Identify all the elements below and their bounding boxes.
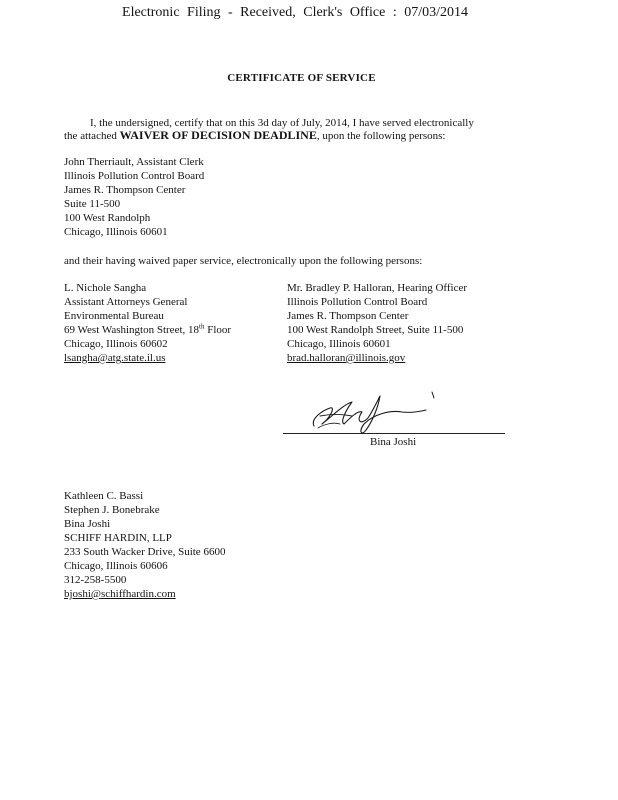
recipient-left-street <box>64 323 231 337</box>
counsel-block <box>64 489 225 601</box>
counsel-name-1: Kathleen C. Bassi <box>64 490 144 502</box>
counsel-name-2: Stephen J. Bonebrake <box>64 504 160 516</box>
recipient-left-street-main: 69 West Washington Street, 18 <box>64 324 200 336</box>
recipient-right-name: Mr. Bradley P. Halloran, Hearing Officer <box>287 282 468 294</box>
handwritten-signature <box>300 388 450 438</box>
counsel-address-1: 233 South Wacker Drive, Suite 6600 <box>64 546 226 558</box>
intro-text-after: , upon the following persons: <box>316 130 446 142</box>
filing-header: Electronic Filing - Received, Clerk's Office : 07/03/2014 <box>122 5 468 20</box>
counsel-name-3: Bina Joshi <box>64 518 111 530</box>
recipient-right-email[interactable]: brad.halloran@illinois.gov <box>287 352 406 364</box>
recipient-left-block <box>64 281 231 365</box>
signature-line <box>283 433 505 434</box>
waived-service-text: and their having waived paper service, electronically upon the following persons: <box>64 255 423 267</box>
intro-text-before: the attached <box>64 130 120 142</box>
recipient-left-street-sup: th <box>199 322 205 331</box>
intro-line-1: I, the undersigned, certify that on this 3d day of July, 2014, I have served electronically <box>90 117 474 129</box>
primary-recipient-center: James R. Thompson Center <box>64 184 186 196</box>
recipient-right-center: James R. Thompson Center <box>287 310 409 322</box>
document-title: CERTIFICATE OF SERVICE <box>227 72 376 84</box>
intro-line-2 <box>64 128 446 143</box>
primary-recipient-block <box>64 155 204 239</box>
recipient-left-title: Assistant Attorneys General <box>64 296 188 308</box>
primary-recipient-city: Chicago, Illinois 60601 <box>64 226 168 238</box>
recipient-right-block <box>287 281 467 365</box>
primary-recipient-suite: Suite 11-500 <box>64 198 121 210</box>
primary-recipient-street: 100 West Randolph <box>64 212 151 224</box>
primary-recipient-name: John Therriault, Assistant Clerk <box>64 156 204 168</box>
signer-name: Bina Joshi <box>370 436 417 448</box>
counsel-firm: SCHIFF HARDIN, LLP <box>64 532 172 544</box>
counsel-phone: 312-258-5500 <box>64 574 127 586</box>
recipient-left-city: Chicago, Illinois 60602 <box>64 338 168 350</box>
primary-recipient-org: Illinois Pollution Control Board <box>64 170 205 182</box>
recipient-right-org: Illinois Pollution Control Board <box>287 296 428 308</box>
counsel-email[interactable]: bjoshi@schiffhardin.com <box>64 588 176 600</box>
recipient-right-city: Chicago, Illinois 60601 <box>287 338 391 350</box>
recipient-left-street-floor: Floor <box>204 324 232 336</box>
counsel-address-2: Chicago, Illinois 60606 <box>64 560 168 572</box>
recipient-left-name: L. Nichole Sangha <box>64 282 147 294</box>
recipient-right-street: 100 West Randolph Street, Suite 11-500 <box>287 324 464 336</box>
recipient-left-bureau: Environmental Bureau <box>64 310 164 322</box>
document-name: WAIVER OF DECISION DEADLINE <box>119 128 317 142</box>
recipient-left-email[interactable]: lsangha@atg.state.il.us <box>64 352 166 364</box>
